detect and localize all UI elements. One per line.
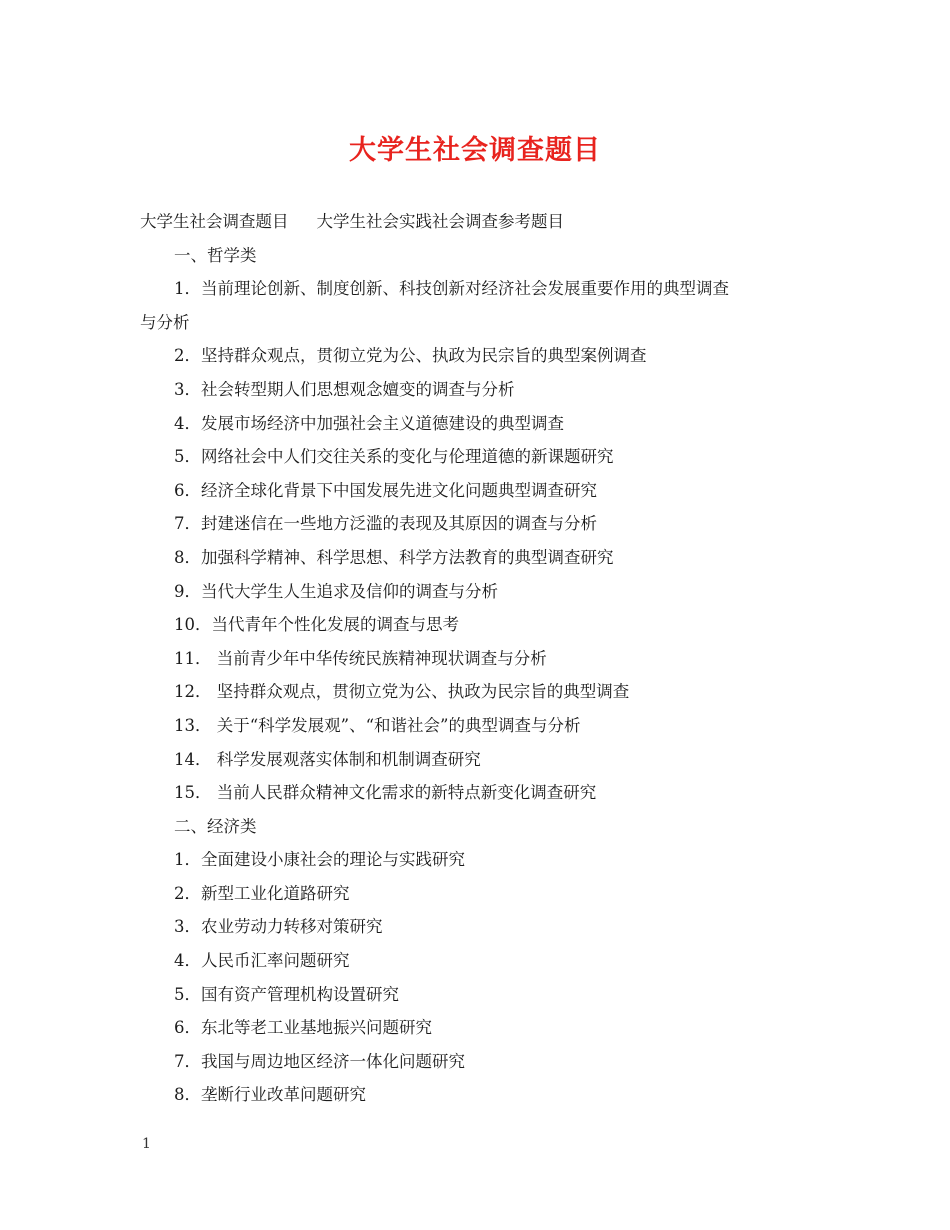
list-item: 3．社会转型期人们思想观念嬗变的调查与分析 [174, 379, 515, 399]
list-item: 12． 坚持群众观点，贯彻立党为公、执政为民宗旨的典型调查 [174, 682, 630, 702]
list-item: 1．全面建设小康社会的理论与实践研究 [174, 850, 465, 870]
section-heading-economics: 二、经济类 [174, 816, 257, 836]
list-item: 9．当代大学生人生追求及信仰的调查与分析 [174, 581, 498, 601]
list-item: 5．国有资产管理机构设置研究 [174, 984, 399, 1004]
list-item: 15． 当前人民群众精神文化需求的新特点新变化调查研究 [174, 783, 597, 803]
header-left-text: 大学生社会调查题目 [140, 212, 289, 231]
list-item: 2．新型工业化道路研究 [174, 883, 350, 903]
list-item: 4．发展市场经济中加强社会主义道德建设的典型调查 [174, 413, 564, 433]
list-item-continuation: 与分析 [140, 312, 190, 332]
list-item: 4．人民币汇率问题研究 [174, 951, 350, 971]
list-item: 8．垄断行业改革问题研究 [174, 1085, 366, 1105]
list-item: 8．加强科学精神、科学思想、科学方法教育的典型调查研究 [174, 547, 614, 567]
list-item: 5．网络社会中人们交往关系的变化与伦理道德的新课题研究 [174, 447, 614, 467]
header-right-text: 大学生社会实践社会调查参考题目 [316, 212, 564, 231]
document-title: 大学生社会调查题目 [349, 135, 601, 166]
list-item: 2．坚持群众观点，贯彻立党为公、执政为民宗旨的典型案例调查 [174, 346, 647, 366]
page-number: 1 [142, 1136, 151, 1152]
list-item: 10．当代青年个性化发展的调查与思考 [174, 615, 459, 635]
list-item: 13． 关于“科学发展观”、“和谐社会”的典型调查与分析 [174, 715, 581, 735]
list-item: 11． 当前青少年中华传统民族精神现状调查与分析 [174, 648, 547, 668]
list-item: 6．经济全球化背景下中国发展先进文化问题典型调查研究 [174, 480, 597, 500]
list-item: 6．东北等老工业基地振兴问题研究 [174, 1018, 432, 1038]
list-item: 7．我国与周边地区经济一体化问题研究 [174, 1051, 465, 1071]
list-item: 1．当前理论创新、制度创新、科技创新对经济社会发展重要作用的典型调查 [174, 279, 729, 299]
list-item: 7．封建迷信在一些地方泛滥的表现及其原因的调查与分析 [174, 514, 597, 534]
list-item: 14． 科学发展观落实体制和机制调查研究 [174, 749, 481, 769]
header-line [140, 205, 820, 239]
list-item: 3．农业劳动力转移对策研究 [174, 917, 383, 937]
section-heading-philosophy: 一、哲学类 [174, 245, 257, 265]
document-body [140, 205, 820, 1112]
